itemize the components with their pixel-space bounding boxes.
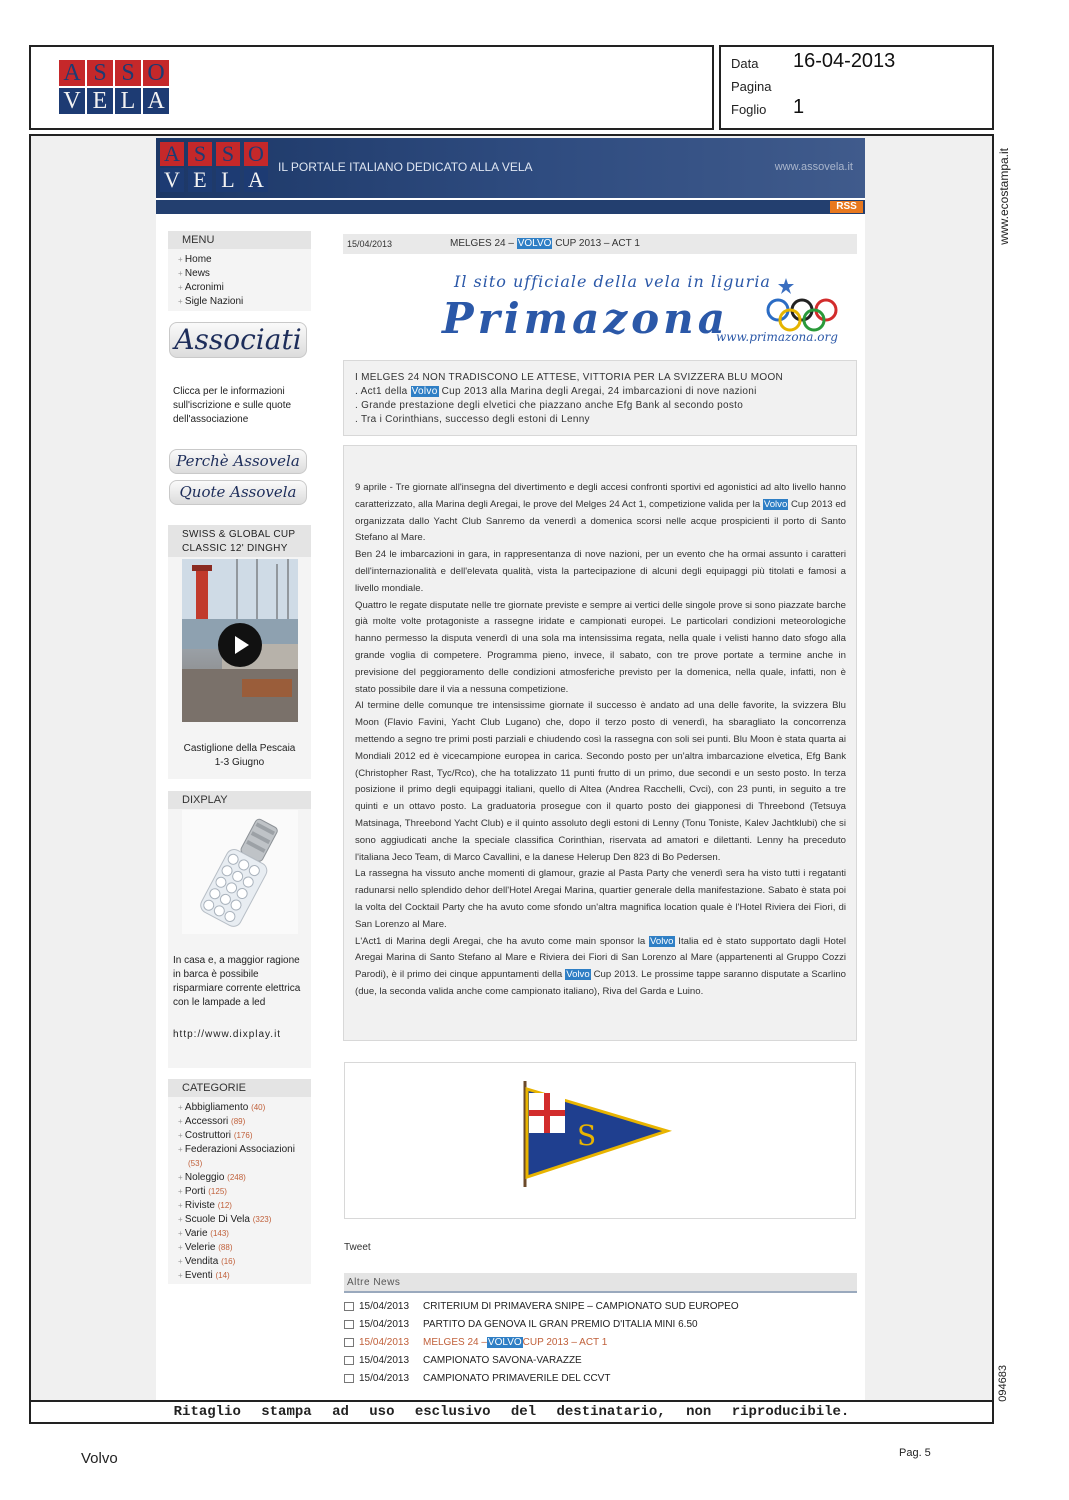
category-item[interactable]: + Varie (143) — [178, 1227, 311, 1241]
menu-item-news[interactable]: + News — [178, 267, 311, 281]
article-date: 15/04/2013 — [347, 239, 393, 249]
article-paragraph: Quattro le regate disputate nelle tre giornate previste e sempre ai vertici delle singole prove si sono piazzate barche già molte volte protagoniste a rassegne iridate e campionati europei. Le particolari condizioni meteorologiche hanno permesso la disputa venerdì di una sola ma intensissima regata, nella quale i velisti hanno dato sfogo alla grande voglia di competere. Programma pieno, invece, il sabato, con tre prove portate a termine anche in previsione del peggioramento delle condizioni atmosferiche previsto per la domenica, nella quale, infatti, non è stato possibile dare il via a nessuna competizione. — [355, 599, 846, 695]
site-tagline: IL PORTALE ITALIANO DEDICATO ALLA VELA — [278, 160, 533, 174]
foglio-label: Foglio — [731, 102, 767, 117]
rss-button[interactable]: RSS — [830, 201, 863, 213]
category-item[interactable]: + Noleggio (248) — [178, 1171, 311, 1185]
category-item[interactable]: + Accessori (89) — [178, 1115, 311, 1129]
data-label: Data — [731, 56, 759, 71]
page-number: Pag. 5 — [899, 1447, 931, 1459]
menu-item-sigle-nazioni[interactable]: + Sigle Nazioni — [178, 295, 311, 309]
article-summary: I MELGES 24 NON TRADISCONO LE ATTESE, VITTORIA PER LA SVIZZERA BLU MOON . Act1 della Volvo Cup 2013 alla Marina degli Aregai, 24 imbarcazioni di nove nazioni . Grande prestazione degli elvetici che piazzano anche Efg Bank al secondo posto . Tra i Corinthians, successo degli estoni di Lenny — [343, 360, 857, 436]
menu-item-home[interactable]: + Home — [178, 253, 311, 267]
clipping-footer-note: Ritaglio stampa ad uso esclusivo del destinatario, non riproducibile. — [31, 1400, 992, 1422]
pagina-label: Pagina — [731, 79, 772, 94]
data-value: 16-04-2013 — [793, 50, 896, 72]
document-icon — [344, 1374, 354, 1383]
category-item[interactable]: + Vendita (16) — [178, 1255, 311, 1269]
web-page-capture — [156, 138, 865, 1400]
category-item[interactable]: + Porti (125) — [178, 1185, 311, 1199]
article-paragraph: La rassegna ha vissuto anche momenti di glamour, grazie al Pasta Party che venerdì sera ha visto tutti i regatanti radunarsi nello splendido dehor dell'Hotel Aregai Marina, quartier generale della manifestazione. Sabato è stata poi la volta del Cocktail Party che ha avuto come sfondo un'altra magnifica location quale è l'Hotel Riviera dei Fiori, di San Lorenzo al Mare. — [355, 868, 846, 930]
associati-button[interactable]: Associati — [169, 322, 307, 358]
altre-news-title: Altre News — [344, 1273, 857, 1293]
article-paragraph: L'Act1 di Marina degli Aregai, che ha avuto come main sponsor la Volvo Italia ed è stato supportato dagli Hotel Aregai Marina di Santo Stefano al Mare e Riviera dei Fiori di San Lorenzo al Mare (appartenenti al Gruppo Cozzi Parodi), è il primo dei cinque appuntamenti della Volvo Cup 2013. Le prossime tappe saranno disputate a Scarlino (due, la seconda valida anche come campionato italiano), Riva del Garda e Luino. — [355, 935, 847, 997]
categorie-panel — [168, 1079, 311, 1284]
svg-text:S: S — [577, 1119, 597, 1152]
swiss-cup-caption: Castiglione della Pescaia 1-3 Giugno — [183, 743, 296, 768]
document-icon — [344, 1356, 354, 1365]
club-burgee-image — [344, 1062, 856, 1219]
olympic-rings-icon — [760, 276, 856, 332]
menu-title: MENU — [168, 231, 311, 249]
led-bulb-image[interactable] — [182, 810, 298, 934]
tweet-button[interactable]: Tweet — [344, 1242, 371, 1253]
category-item[interactable]: + Velerie (88) — [178, 1241, 311, 1255]
news-item-active[interactable]: 15/04/2013 MELGES 24 – VOLVO CUP 2013 – ACT 1 — [344, 1333, 857, 1351]
play-icon[interactable] — [218, 623, 262, 667]
site-logo[interactable]: A S S O V E L A — [160, 142, 270, 192]
primazona-url: www.primazona.org — [716, 330, 838, 344]
assovela-logo: A S S O V E L A — [59, 60, 169, 114]
category-item[interactable]: + Scuole Di Vela (323) — [178, 1213, 311, 1227]
perche-assovela-button[interactable]: Perchè Assovela — [169, 449, 307, 474]
news-item[interactable]: 15/04/2013 PARTITO DA GENOVA IL GRAN PREMIO D'ITALIA MINI 6.50 — [344, 1315, 857, 1333]
dixplay-link[interactable]: http://www.dixplay.it — [173, 1029, 282, 1040]
category-item[interactable]: + Riviste (12) — [178, 1199, 311, 1213]
primazona-banner[interactable] — [442, 258, 856, 353]
page-footer-keyword: Volvo — [81, 1450, 118, 1467]
category-item[interactable]: + Costruttori (176) — [178, 1129, 311, 1143]
primazona-title: Primazona — [442, 294, 729, 343]
article-body — [343, 445, 857, 1041]
video-thumbnail[interactable] — [182, 559, 298, 722]
categorie-title: CATEGORIE — [168, 1079, 311, 1097]
article-title: MELGES 24 – VOLVO CUP 2013 – ACT 1 — [450, 238, 640, 249]
clipping-meta-box — [719, 45, 994, 130]
article-paragraph: 9 aprile - Tre giornate all'insegna del divertimento e degli accesi confronti sportivi ed agonistici ad alto livello hanno caratterizzato, alla Marina degli Aregai, le prove del Melges 24 Act 1, competizione valida per la Volvo Cup 2013 ed organizzata dallo Yacht Club Sanremo da venerdì a domenica scorsi nelle acque prospicienti il porto di Santo Stefano al Mare. — [355, 482, 847, 544]
clipping-code-side-label: 094683 — [997, 1365, 1009, 1402]
altre-news-list — [344, 1297, 857, 1387]
quote-assovela-button[interactable]: Quote Assovela — [169, 480, 307, 505]
associati-text: Clicca per le informazioni sull'iscrizione e sulle quote dell'associazione — [173, 386, 292, 425]
category-item[interactable]: + Eventi (14) — [178, 1269, 311, 1283]
article-header — [343, 234, 857, 254]
burgee-flag-icon — [515, 1079, 675, 1191]
document-icon — [344, 1302, 354, 1311]
article-paragraph: Ben 24 le imbarcazioni in gara, in rappresentanza di nove nazioni, per un evento che ha ormai assunto i caratteri dell'internazionalità e dell'elevata qualità, vista la partecipazione di alcuni degli equipaggi più titolati e famosi a livello mondiale. — [355, 549, 846, 594]
foglio-value: 1 — [793, 96, 805, 118]
document-icon — [344, 1320, 354, 1329]
menu-panel — [168, 231, 311, 311]
primazona-subtitle: Il sito ufficiale della vela in liguria — [454, 272, 771, 291]
menu-item-acronimi[interactable]: + Acronimi — [178, 281, 311, 295]
site-url[interactable]: www.assovela.it — [774, 161, 853, 173]
clipping-header-logo-box — [29, 45, 714, 130]
category-item[interactable]: + Federazioni Associazioni (53) — [178, 1143, 311, 1171]
dixplay-text: In casa e, a maggior ragione in barca è possibile risparmiare corrente elettrica con le lampade a led — [173, 955, 301, 1008]
news-item[interactable]: 15/04/2013 CAMPIONATO SAVONA-VARAZZE — [344, 1351, 857, 1369]
document-icon — [344, 1338, 354, 1347]
swiss-cup-title: SWISS & GLOBAL CUP CLASSIC 12' DINGHY — [168, 525, 311, 557]
news-item[interactable]: 15/04/2013 CAMPIONATO PRIMAVERILE DEL CCVT — [344, 1369, 857, 1387]
site-banner — [156, 138, 865, 198]
article-paragraph: Al termine delle comunque tre intensissime giornate il successo è andato ad una delle favorite, la svizzera Blu Moon (Flavio Favini, Yacht Club Lugano) che, dopo il terzo posto di venerdì, ha sbaragliato la concorrenza mettendo a segno tre primi posti parziali e chiudendo così la rassegna con soli sei punti. Blu Moon è stata quarta ai Mondiali 2012 ed è vicecampione europea in carica. Secondo posto per un'altra imbarcazione elvetica, Efg Bank (Christopher Rast, Tyc/Rco), che ha totalizzato 11 punti frutto di un primo, due secondi e un sesto posto. In terza posizione il primo degli equipaggi italiani, quello di Altea (Andrea Racchelli, Cvci), con 23 punti, in seguito a tre quinti e un ottavo posto. La graduatoria prosegue con il quarto posto dei giapponesi di Threebond (Tetsuya Matsinaga, Threebond Yacht Club) e il quinto assoluto degli estoni di Lenny (Tonu Toniste, Kalev Jachtklubi) che si sono aggiudicati anche la speciale classifica Corinthian, riservata ad amatori e dilettanti. Lenny ha preceduto l'italiana Jeco Team, di Marco Cavallini, e la danese Helerup Den 823 di Bo Pedersen. — [355, 700, 846, 863]
dixplay-title: DIXPLAY — [168, 791, 311, 809]
news-item[interactable]: 15/04/2013 CRITERIUM DI PRIMAVERA SNIPE – CAMPIONATO SUD EUROPEO — [344, 1297, 857, 1315]
category-item[interactable]: + Abbigliamento (40) — [178, 1101, 311, 1115]
ecostampa-side-label: www.ecostampa.it — [997, 148, 1011, 245]
nav-bar — [156, 200, 865, 214]
